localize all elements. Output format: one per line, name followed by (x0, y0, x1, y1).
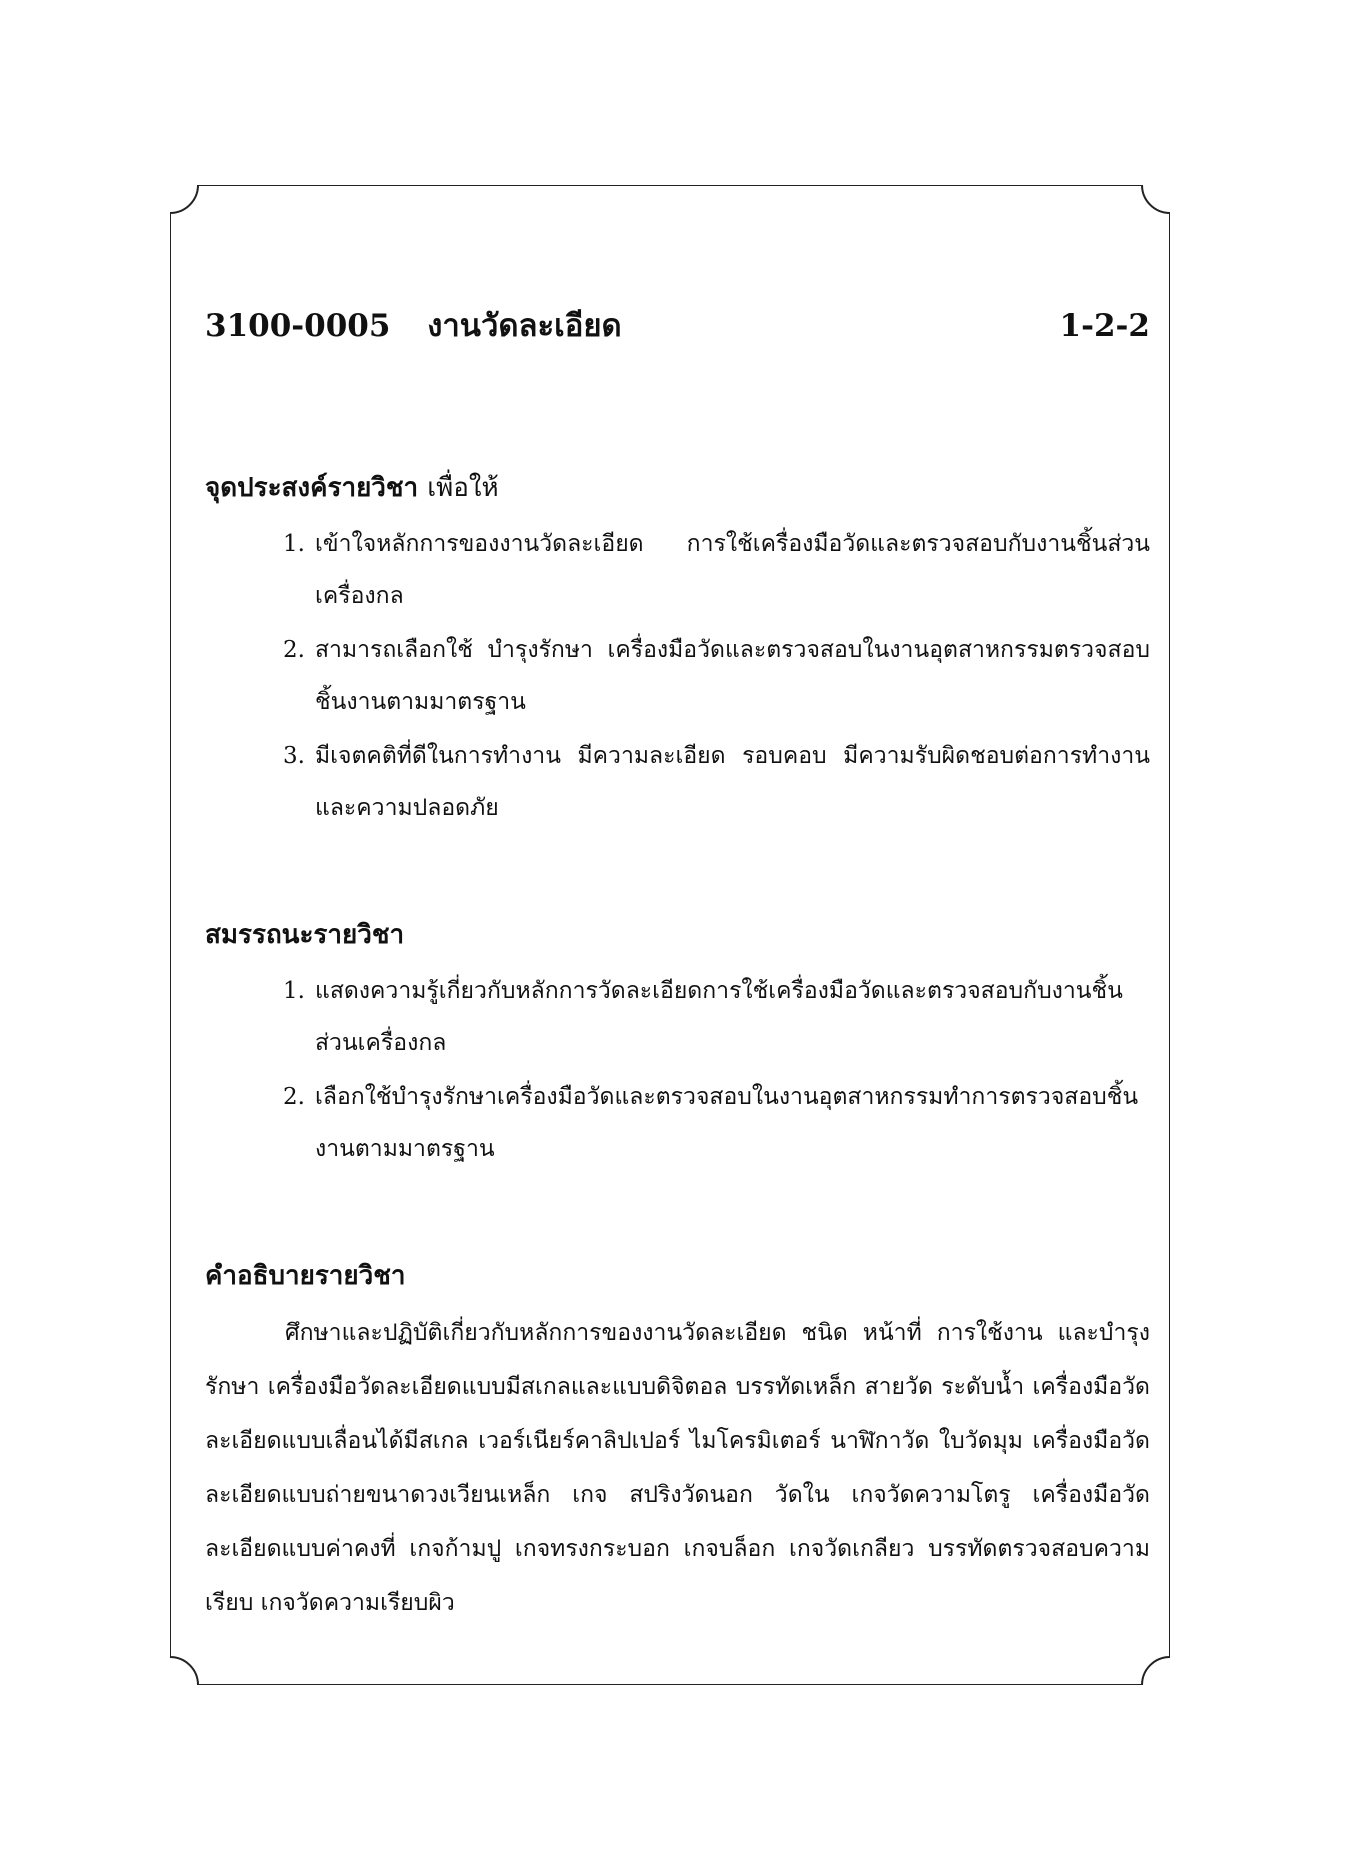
list-item-number: 3. (283, 743, 305, 769)
competencies-section (205, 914, 1150, 1175)
list-item-number: 1. (283, 531, 305, 557)
list-item (283, 1071, 1150, 1175)
list-item-number: 2. (283, 637, 305, 663)
objectives-intro: เพื่อให้ (427, 473, 499, 503)
description-section (205, 1255, 1150, 1630)
description-title: คำอธิบายรายวิชา (205, 1261, 406, 1291)
list-item (283, 518, 1150, 622)
list-item-text: เข้าใจหลักการของงานวัดละเอียด การใช้เครื่องมือวัดและตรวจสอบกับงานชิ้นส่วนเครื่องกล (315, 531, 1150, 609)
objectives-list (205, 518, 1150, 834)
list-item-text: สามารถเลือกใช้ บำรุงรักษา เครื่องมือวัดและตรวจสอบในงานอุตสาหกรรมตรวจสอบชิ้นงานตามมาตรฐาน (315, 637, 1150, 715)
course-credits: 1-2-2 (1059, 308, 1150, 344)
list-item (283, 730, 1150, 834)
objectives-title: จุดประสงค์รายวิชา (205, 473, 419, 503)
list-item-number: 1. (283, 978, 305, 1004)
objectives-heading (205, 467, 1150, 508)
list-item (283, 965, 1150, 1069)
list-item (283, 624, 1150, 728)
objectives-section (205, 467, 1150, 834)
course-code: 3100-0005 (205, 308, 391, 344)
list-item-text: มีเจตคติที่ดีในการทำงาน มีความละเอียด รอบคอบ มีความรับผิดชอบต่อการทำงานและความปลอดภัย (315, 743, 1150, 821)
course-name: งานวัดละเอียด (427, 308, 622, 344)
course-title (205, 300, 622, 350)
course-header (205, 300, 1150, 350)
description-text: ศึกษาและปฏิบัติเกี่ยวกับหลักการของงานวัดละเอียด ชนิด หน้าที่ การใช้งาน และบำรุงรักษา เครื่องมือวัดละเอียดแบบมีสเกลและแบบดิจิตอล บรรทัดเหล็ก สายวัด ระดับน้ำ เครื่องมือวัดละเอียดแบบเลื่อนได้มีสเกล เวอร์เนียร์คาลิปเปอร์ ไมโครมิเตอร์ นาฬิกาวัด ใบวัดมุม เครื่องมือวัดละเอียดแบบถ่ายขนาดวงเวียนเหล็ก เกจ สปริงวัดนอก วัดใน เกจวัดความโตรู เครื่องมือวัดละเอียดแบบค่าคงที่ เกจก้ามปู เกจทรงกระบอก เกจบล็อก เกจวัดเกลียว บรรทัดตรวจสอบความเรียบ เกจวัดความเรียบผิว (205, 1320, 1150, 1616)
document-content (205, 300, 1150, 1630)
competencies-list (205, 965, 1150, 1175)
list-item-text: เลือกใช้บำรุงรักษาเครื่องมือวัดและตรวจสอบในงานอุตสาหกรรมทำการตรวจสอบชิ้นงานตามมาตรฐาน (315, 1084, 1139, 1162)
competencies-title: สมรรถนะรายวิชา (205, 920, 405, 950)
list-item-number: 2. (283, 1084, 305, 1110)
list-item-text: แสดงความรู้เกี่ยวกับหลักการวัดละเอียดการใช้เครื่องมือวัดและตรวจสอบกับงานชิ้นส่วนเครื่องกล (315, 978, 1123, 1056)
